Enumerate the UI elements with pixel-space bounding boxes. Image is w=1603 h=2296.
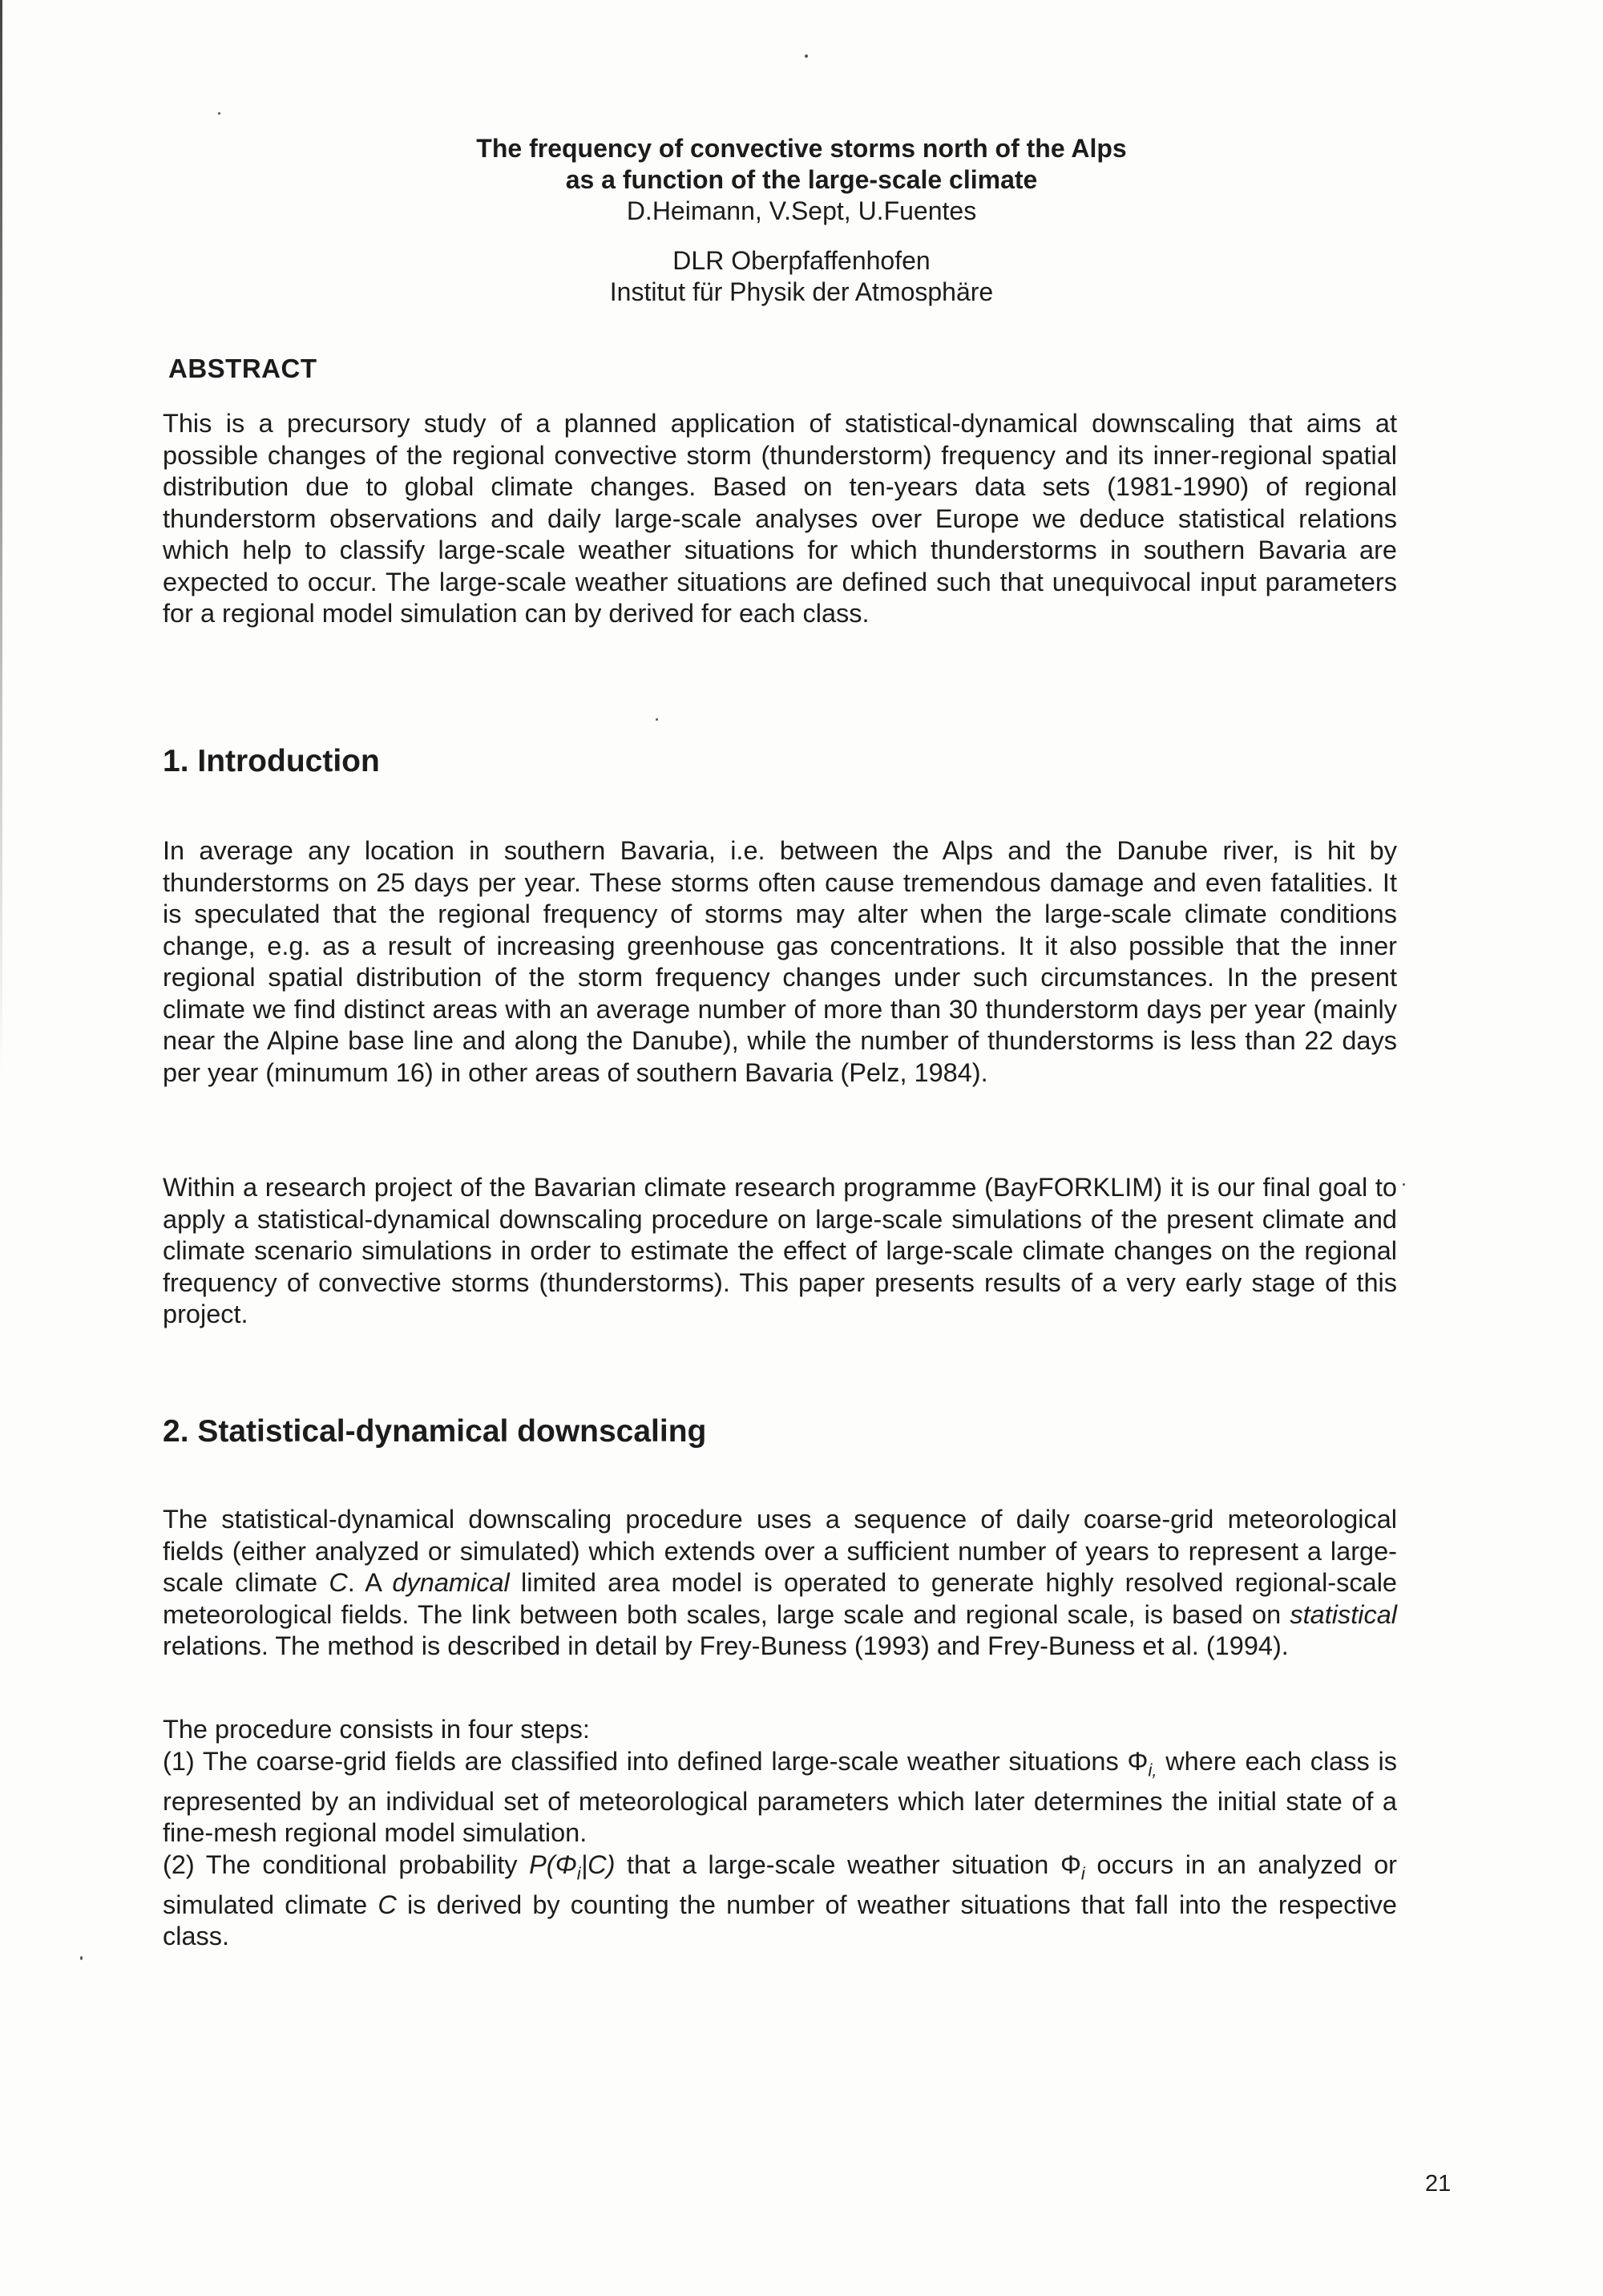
text-run: occurs in an analyzed or simulated climate xyxy=(163,1849,1397,1919)
text-run: (2) The conditional probability xyxy=(163,1849,530,1879)
subscript-i: i, xyxy=(1148,1760,1157,1780)
climate-symbol: C xyxy=(378,1890,397,1919)
downscaling-steps xyxy=(163,1714,1397,1953)
section-1-heading: 1. Introduction xyxy=(163,744,380,778)
scan-speck xyxy=(218,112,220,115)
paper-affiliation xyxy=(0,245,1603,308)
text-run: The statistical-dynamical downscaling procedure uses a sequence of daily coarse-grid meteorological fields (either analyzed or simulated) which extends over a sufficient number of years to represent a large-scale climate xyxy=(163,1505,1397,1597)
paper-header xyxy=(0,133,1603,227)
paper-title-line-2: as a function of the large-scale climate xyxy=(565,165,1038,194)
abstract-text: This is a precursory study of a planned application of statistical-dynamical downscaling that aims at possible changes of the regional convective storm (thunderstorm) frequency and its inner-regional spatial distribution due to global climate changes. Based on ten-years data sets (1981-1990) of regional thunderstorm observations and daily large-scale analyses over Europe we deduce statistical relations which help to classify large-scale weather situations for which thunderstorms in southern Bavaria are expected to occur. The large-scale weather situations are defined such that unequivocal input parameters for a regional model simulation can by derived for each class. xyxy=(163,409,1397,628)
climate-symbol: C xyxy=(329,1568,348,1597)
steps-intro: The procedure consists in four steps: xyxy=(163,1715,590,1744)
probability-formula-end: |C) xyxy=(580,1849,616,1879)
paper-title-line-1: The frequency of convective storms north of the Alps xyxy=(476,134,1127,163)
text-run: (1) The coarse-grid fields are classified into defined large-scale weather situations Φ xyxy=(163,1746,1149,1776)
step-1 xyxy=(163,1746,1397,1849)
affiliation-line-2: Institut für Physik der Atmosphäre xyxy=(609,277,994,306)
text-run: is derived by counting the number of weather situations that fall into the respective class. xyxy=(163,1890,1397,1950)
scan-speck xyxy=(805,55,808,58)
abstract-heading: ABSTRACT xyxy=(168,354,317,383)
scan-speck xyxy=(1403,1183,1405,1186)
subscript-i: i xyxy=(1080,1863,1085,1883)
section-2-heading: 2. Statistical-dynamical downscaling xyxy=(163,1414,707,1449)
downscaling-paragraph-1 xyxy=(163,1504,1397,1663)
affiliation-line-1: DLR Oberpfaffenhofen xyxy=(672,246,931,275)
text-run: limited area model is operated to generate highly resolved regional-scale meteorological fields. The link between both scales, large scale and regional scale, is based on xyxy=(163,1568,1397,1629)
subscript-i: i xyxy=(576,1863,581,1883)
probability-formula: P(Φ xyxy=(529,1849,577,1879)
step-2 xyxy=(163,1849,1397,1953)
text-run: where each class is represented by an individual set of meteorological parameters which later determines the initial state of a fine-mesh regional model simulation. xyxy=(163,1746,1397,1847)
page-number: 21 xyxy=(1425,2171,1452,2197)
text-run: . A xyxy=(347,1568,393,1597)
introduction-paragraph-1: In average any location in southern Bavaria, i.e. between the Alps and the Danube river, is hit by thunderstorms on 25 days per year. These storms often cause tremendous damage and even fatalities. It is speculated that the regional frequency of storms may alter when the large-scale climate conditions change, e.g. as a result of increasing greenhouse gas concentrations. It it also possible that the inner regional spatial distribution of the storm frequency changes under such circumstances. In the present climate we find distinct areas with an average number of more than 30 thunderstorm days per year (mainly near the Alpine base line and along the Danube), while the number of thunderstorms is less than 22 days per year (minumum 16) in other areas of southern Bavaria (Pelz, 1984). xyxy=(163,836,1397,1087)
scan-speck xyxy=(80,1956,83,1960)
scan-speck xyxy=(656,718,658,721)
paper-authors: D.Heimann, V.Sept, U.Fuentes xyxy=(626,196,977,225)
emphasis-statistical: statistical xyxy=(1290,1599,1397,1629)
text-run: relations. The method is described in detail by Frey-Buness (1993) and Frey-Buness et al. (1994). xyxy=(163,1631,1289,1660)
introduction-paragraph-2: Within a research project of the Bavarian climate research programme (BayFORKLIM) it is our final goal to apply a statistical-dynamical downscaling procedure on large-scale simulations of the present climate and climate scenario simulations in order to estimate the effect of large-scale climate changes on the regional frequency of convective storms (thunderstorms). This paper presents results of a very early stage of this project. xyxy=(163,1173,1397,1328)
emphasis-dynamical: dynamical xyxy=(392,1568,510,1597)
text-run: that a large-scale weather situation Φ xyxy=(615,1849,1081,1879)
